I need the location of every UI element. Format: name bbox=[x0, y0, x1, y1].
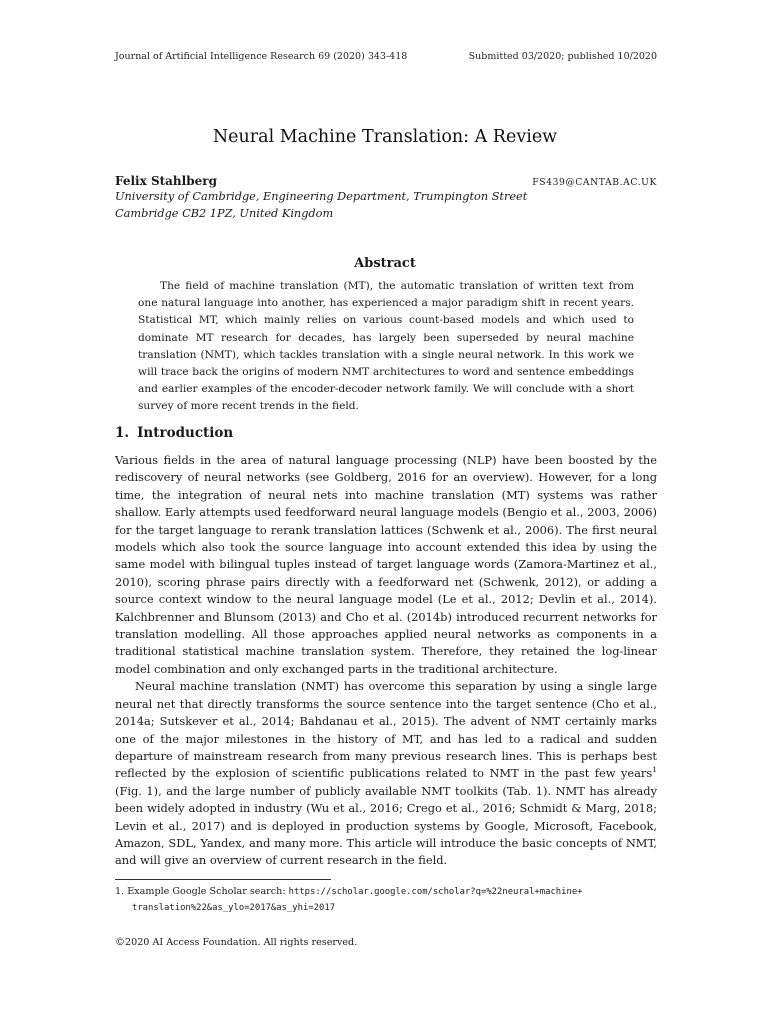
paragraph: Various fields in the area of natural language processing (NLP) have been boosted by the rediscovery of neural networks (see Goldberg, 2016 for an overview). However, for a long time, the integration of neural nets into machine translation (MT) systems was rather shallow. Early attempts used feedforward neural language models (Bengio et al., 2003, 2006) for the target language to rerank translation lattices (Schwenk et al., 2006). The first neural models which also took the source language into account extended this idea by using the same model with bilingual tuples instead of target language words (Zamora-Martinez et al., 2010), scoring phrase pairs directly with a feedforward net (Schwenk, 2012), or adding a source context window to the neural language model (Le et al., 2012; Devlin et al., 2014). Kalchbrenner and Blunsom (2013) and Cho et al. (2014b) introduced recurrent networks for translation modelling. All those approaches applied neural networks as components in a traditional statistical machine translation system. Therefore, they retained the log-linear model combination and only exchanged parts in the traditional architecture. bbox=[115, 453, 657, 676]
running-head bbox=[115, 51, 657, 62]
section-title: Introduction bbox=[137, 425, 234, 441]
copyright-symbol: © bbox=[115, 937, 125, 948]
paragraph-text: Neural machine translation (NMT) has overcome this separation by using a single large neural net that directly transforms the source sentence into the target sentence (Cho et al., 2014a; Sutskever et al., 2014; Bahdanau et al., 2015). The advent of NMT certainly marks one of the major milestones in the history of MT, and has led to a radical and sudden departure of mainstream research from many previous research lines. This is perhaps best reflected by the explosion of scientific publications related to NMT in the past few years bbox=[115, 679, 657, 781]
author-block bbox=[115, 174, 657, 222]
footnote-url[interactable]: https://scholar.google.com/scholar?q=%22neural+machine+ bbox=[288, 887, 583, 897]
abstract-text: The field of machine translation (MT), the automatic translation of written text from one natural language into another, has experienced a major paradigm shift in recent years. Statistical MT, which mainly relies on various count-based models and which used to dominate MT research for decades, has largely been superseded by neural machine translation (NMT), which tackles translation with a single neural network. In this work we will trace back the origins of modern NMT architectures to word and sentence embeddings and earlier examples of the encoder-decoder network family. We will conclude with a short survey of more recent trends in the field. bbox=[138, 280, 634, 413]
footnote bbox=[115, 884, 657, 916]
section-heading bbox=[115, 425, 233, 441]
footnote-marker[interactable]: 1 bbox=[652, 765, 657, 775]
paragraph bbox=[115, 678, 657, 869]
footnote-url-continued[interactable]: translation%22&as_ylo=2017&as_yhi=2017 bbox=[132, 903, 336, 913]
footnote-divider bbox=[115, 879, 331, 880]
journal-citation: Journal of Artificial Intelligence Research 69 (2020) 343-418 bbox=[115, 51, 408, 62]
copyright-notice bbox=[115, 937, 357, 948]
section-body bbox=[115, 452, 657, 870]
submission-dates: Submitted 03/2020; published 10/2020 bbox=[468, 51, 657, 62]
affiliation-line: University of Cambridge, Engineering Department, Trumpington Street bbox=[115, 190, 528, 203]
footnote-label: Example Google Scholar search: bbox=[127, 886, 286, 897]
paragraph-text: (Fig. 1), and the large number of publicly available NMT toolkits (Tab. 1). NMT has already been widely adopted in industry (Wu et al., 2016; Crego et al., 2016; Schmidt & Marg, 2018; Levin et al., 2017) and is deployed in production systems by Google, Microsoft, Facebook, Amazon, SDL, Yandex, and many more. This article will introduce the basic concepts of NMT, and will give an overview of current research in the field. bbox=[115, 783, 657, 868]
abstract-heading: Abstract bbox=[354, 256, 416, 271]
paper-title: Neural Machine Translation: A Review bbox=[212, 127, 558, 147]
author-name: Felix Stahlberg bbox=[115, 174, 217, 188]
author-email[interactable]: FS439@CANTAB.AC.UK bbox=[532, 177, 657, 188]
section-number: 1. bbox=[115, 425, 130, 441]
footnote-number: 1. bbox=[115, 886, 125, 897]
copyright-text: 2020 AI Access Foundation. All rights reserved. bbox=[125, 937, 358, 948]
affiliation-line: Cambridge CB2 1PZ, United Kingdom bbox=[115, 207, 334, 220]
